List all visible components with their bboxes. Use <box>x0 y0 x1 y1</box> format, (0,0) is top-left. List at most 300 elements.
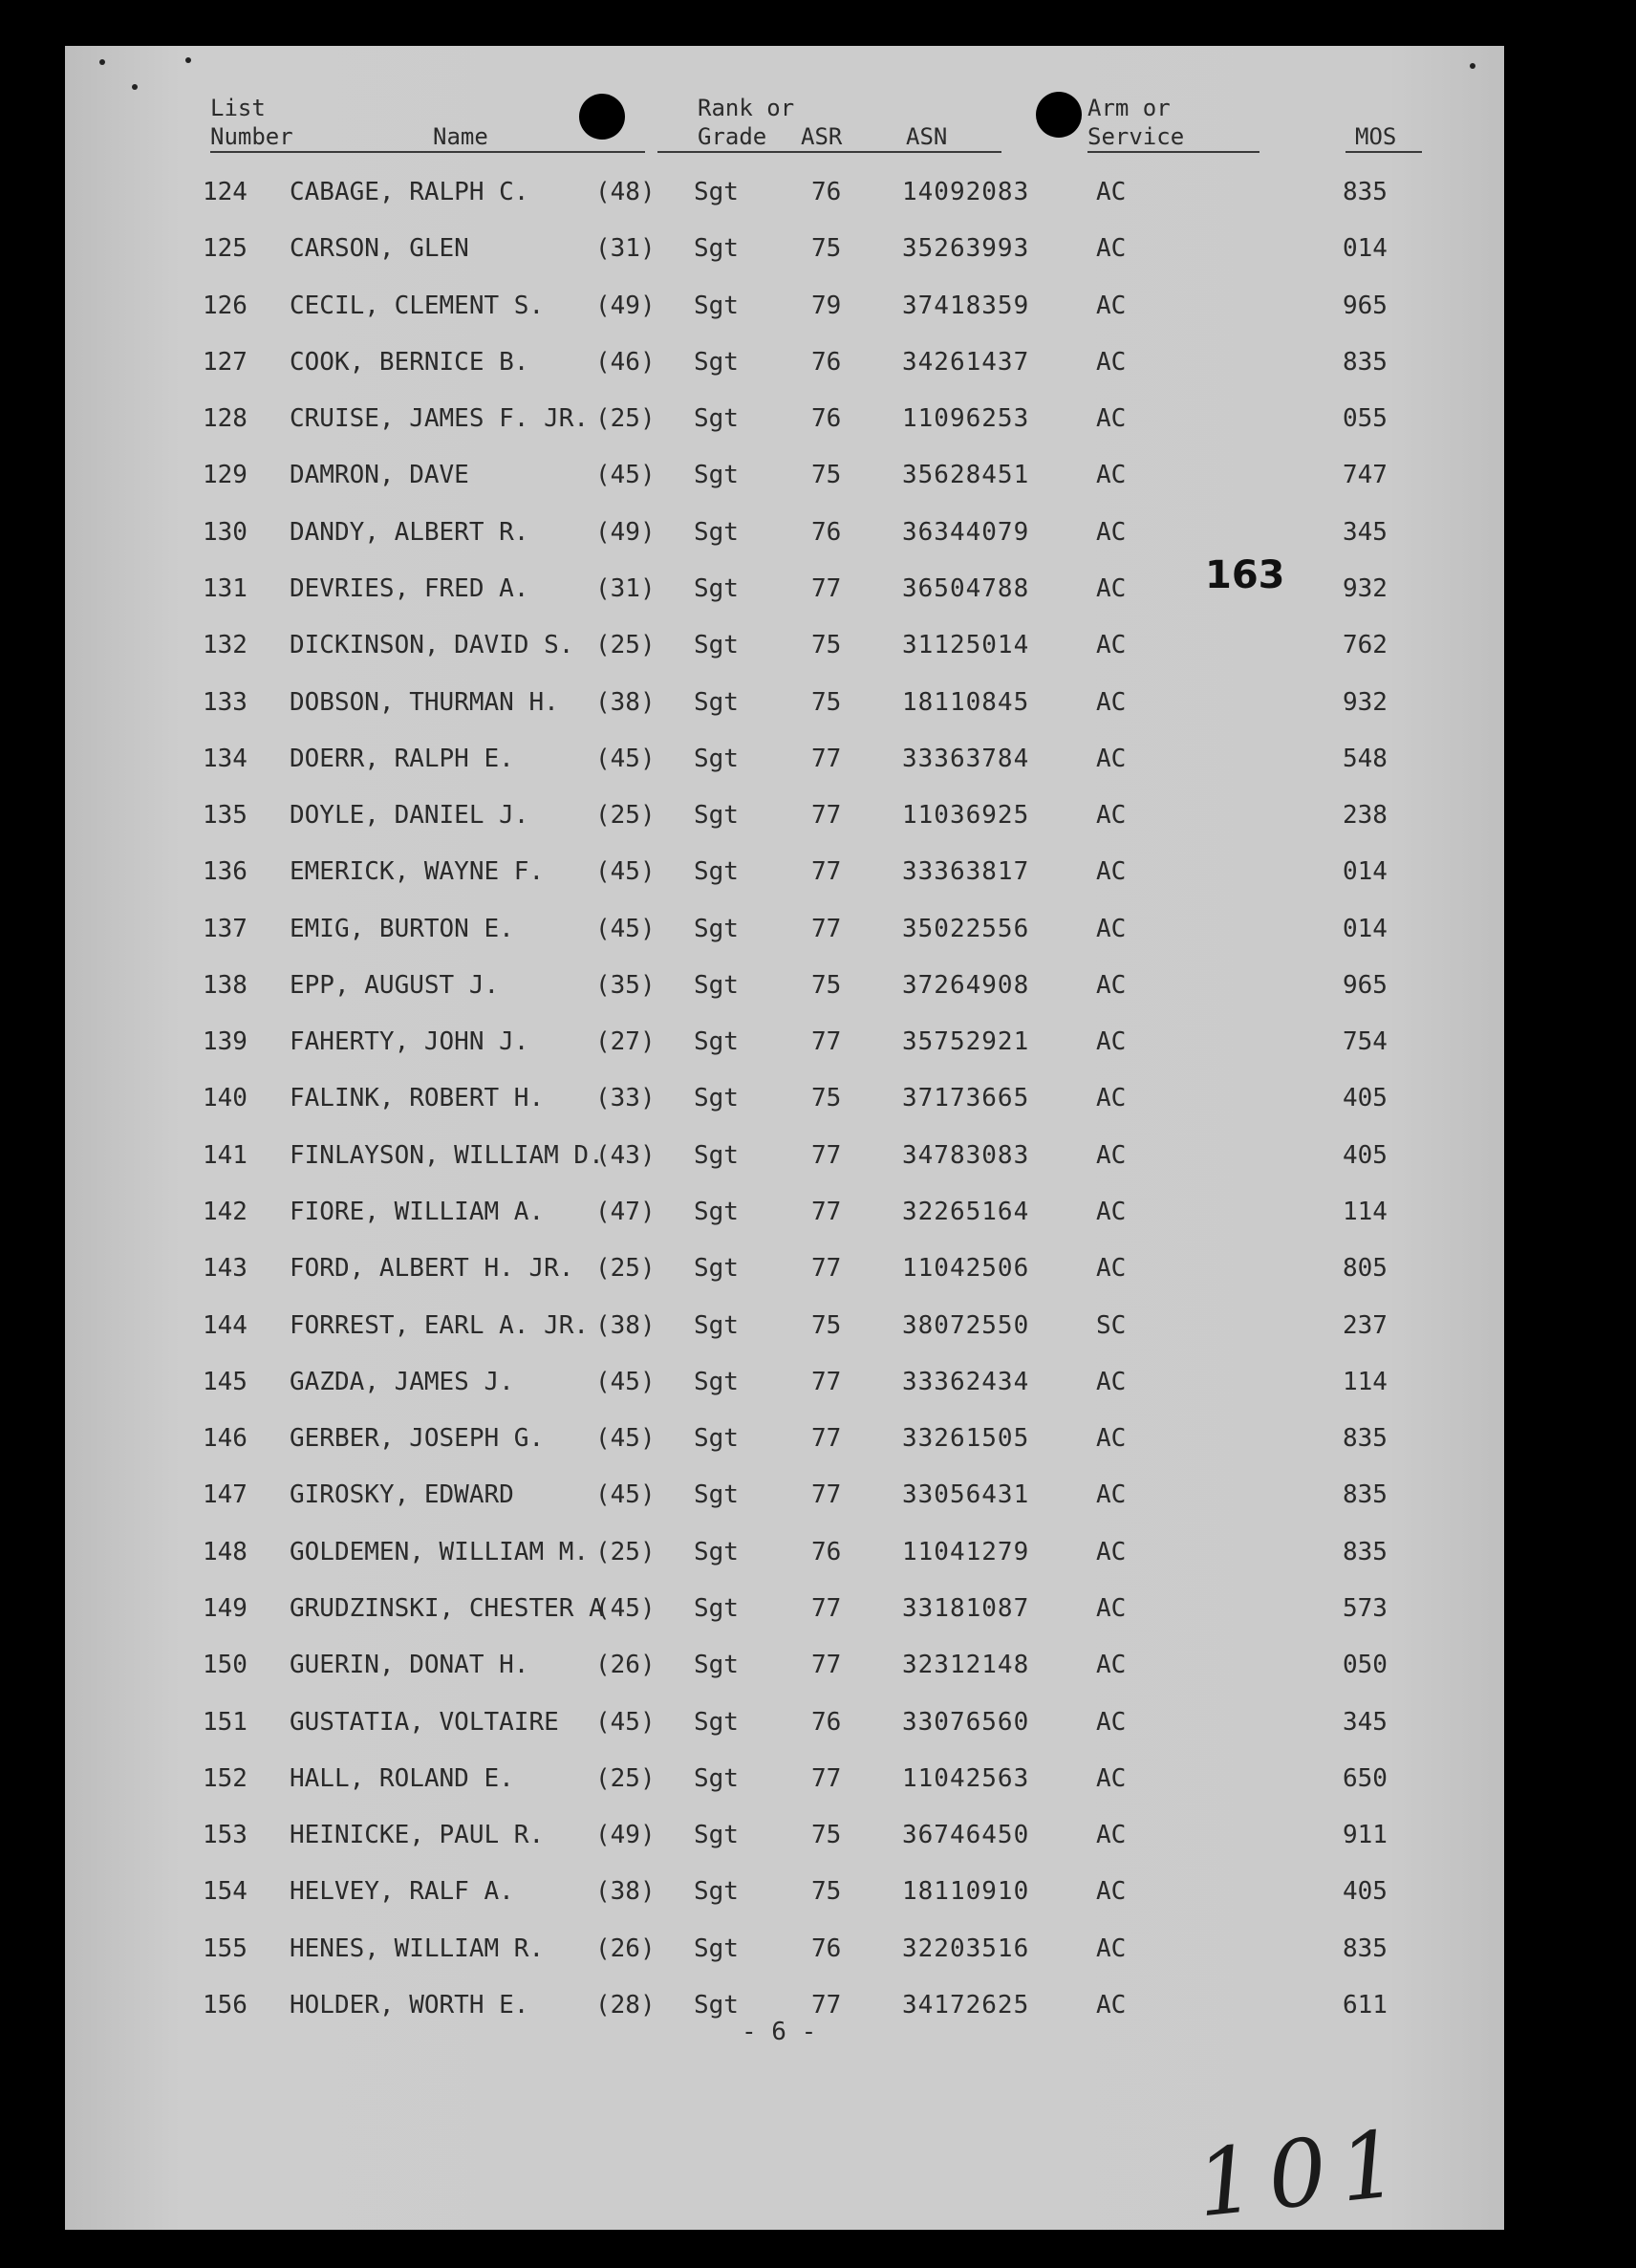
cell-age: (25) <box>595 404 656 434</box>
cell-num: 144 <box>203 1310 248 1340</box>
cell-mos: 014 <box>1343 914 1388 943</box>
cell-name: DOERR, RALPH E. <box>290 744 514 773</box>
cell-asr: 75 <box>811 234 842 264</box>
cell-rank: Sgt <box>694 1933 739 1963</box>
cell-arm: AC <box>1096 1254 1127 1284</box>
cell-rank: Sgt <box>694 970 739 1000</box>
table-row <box>65 958 1504 1013</box>
cell-arm: SC <box>1096 1310 1127 1340</box>
cell-asn: 11036925 <box>902 801 1030 831</box>
cell-age: (35) <box>595 970 656 1000</box>
cell-num: 153 <box>203 1821 248 1850</box>
cell-asn: 35628451 <box>902 461 1030 490</box>
cell-asr: 77 <box>811 1594 842 1623</box>
cell-age: (45) <box>595 1367 656 1396</box>
cell-num: 156 <box>203 1990 248 2020</box>
cell-asr: 76 <box>811 1933 842 1963</box>
table-row <box>65 1921 1504 1976</box>
table-row <box>65 1184 1504 1240</box>
cell-arm: AC <box>1096 1594 1127 1623</box>
cell-name: GUSTATIA, VOLTAIRE <box>290 1707 559 1737</box>
speck <box>185 57 191 63</box>
cell-num: 147 <box>203 1480 248 1510</box>
cell-mos: 965 <box>1343 970 1388 1000</box>
cell-age: (38) <box>595 687 656 717</box>
cell-num: 129 <box>203 461 248 490</box>
cell-mos: 405 <box>1343 1877 1388 1907</box>
table-row <box>65 1467 1504 1523</box>
cell-asr: 76 <box>811 1707 842 1737</box>
cell-mos: 911 <box>1343 1821 1388 1850</box>
table-row <box>65 1411 1504 1466</box>
cell-mos: 050 <box>1343 1651 1388 1680</box>
cell-asn: 11042506 <box>902 1254 1030 1284</box>
cell-name: FORREST, EARL A. JR. <box>290 1310 590 1340</box>
cell-asr: 76 <box>811 178 842 206</box>
cell-age: (47) <box>595 1198 656 1227</box>
cell-arm: AC <box>1096 801 1127 831</box>
table-row <box>65 1241 1504 1296</box>
header-underline <box>657 151 1001 153</box>
cell-age: (48) <box>595 178 656 206</box>
cell-asn: 33363784 <box>902 744 1030 773</box>
cell-arm: AC <box>1096 744 1127 773</box>
cell-asn: 35752921 <box>902 1027 1030 1057</box>
cell-rank: Sgt <box>694 461 739 490</box>
cell-rank: Sgt <box>694 1367 739 1396</box>
cell-mos: 611 <box>1343 1990 1388 2020</box>
header-underline <box>210 151 645 153</box>
cell-num: 149 <box>203 1594 248 1623</box>
header-list-number: List Number <box>210 95 293 150</box>
cell-mos: 835 <box>1343 1537 1388 1566</box>
cell-arm: AC <box>1096 1877 1127 1907</box>
cell-asn: 34261437 <box>902 347 1030 377</box>
cell-mos: 014 <box>1343 234 1388 264</box>
cell-num: 132 <box>203 631 248 660</box>
cell-asn: 36344079 <box>902 517 1030 547</box>
cell-asr: 77 <box>811 1763 842 1793</box>
cell-asr: 77 <box>811 1140 842 1170</box>
cell-asn: 34783083 <box>902 1140 1030 1170</box>
cell-num: 145 <box>203 1367 248 1396</box>
cell-age: (25) <box>595 1763 656 1793</box>
cell-arm: AC <box>1096 1933 1127 1963</box>
cell-arm: AC <box>1096 404 1127 434</box>
handwritten-note: 101 <box>1191 2108 1417 2238</box>
cell-asr: 77 <box>811 573 842 603</box>
cell-asn: 18110910 <box>902 1877 1030 1907</box>
cell-age: (46) <box>595 347 656 377</box>
cell-name: GIROSKY, EDWARD <box>290 1480 514 1510</box>
cell-num: 135 <box>203 801 248 831</box>
cell-age: (45) <box>595 1594 656 1623</box>
cell-num: 148 <box>203 1537 248 1566</box>
cell-age: (28) <box>595 1990 656 2020</box>
cell-name: FINLAYSON, WILLIAM D. <box>290 1140 604 1170</box>
cell-asr: 77 <box>811 1027 842 1057</box>
cell-num: 146 <box>203 1424 248 1454</box>
cell-mos: 548 <box>1343 744 1388 773</box>
cell-mos: 805 <box>1343 1254 1388 1284</box>
cell-num: 137 <box>203 914 248 943</box>
cell-asn: 32312148 <box>902 1651 1030 1680</box>
cell-asr: 75 <box>811 970 842 1000</box>
cell-asn: 36504788 <box>902 573 1030 603</box>
cell-asn: 35022556 <box>902 914 1030 943</box>
cell-asn: 33261505 <box>902 1424 1030 1454</box>
cell-age: (45) <box>595 1424 656 1454</box>
cell-mos: 747 <box>1343 461 1388 490</box>
cell-rank: Sgt <box>694 1537 739 1566</box>
cell-num: 133 <box>203 687 248 717</box>
cell-arm: AC <box>1096 347 1127 377</box>
header-underline <box>1087 151 1259 153</box>
cell-arm: AC <box>1096 1027 1127 1057</box>
cell-name: FIORE, WILLIAM A. <box>290 1198 545 1227</box>
table-row <box>65 1128 1504 1183</box>
cell-asr: 79 <box>811 291 842 320</box>
cell-rank: Sgt <box>694 631 739 660</box>
cell-rank: Sgt <box>694 1140 739 1170</box>
speck <box>132 84 138 90</box>
cell-mos: 345 <box>1343 517 1388 547</box>
cell-asr: 76 <box>811 1537 842 1566</box>
cell-num: 155 <box>203 1933 248 1963</box>
cell-asr: 77 <box>811 1367 842 1396</box>
cell-num: 136 <box>203 857 248 887</box>
table-row <box>65 561 1504 616</box>
cell-age: (45) <box>595 1480 656 1510</box>
cell-age: (49) <box>595 1821 656 1850</box>
cell-arm: AC <box>1096 291 1127 320</box>
table-row <box>65 844 1504 899</box>
cell-name: CECIL, CLEMENT S. <box>290 291 545 320</box>
cell-asr: 76 <box>811 347 842 377</box>
cell-mos: 014 <box>1343 857 1388 887</box>
table-row <box>65 278 1504 334</box>
cell-name: DICKINSON, DAVID S. <box>290 631 574 660</box>
table-row <box>65 1354 1504 1410</box>
cell-mos: 405 <box>1343 1140 1388 1170</box>
cell-arm: AC <box>1096 1198 1127 1227</box>
cell-mos: 650 <box>1343 1763 1388 1793</box>
cell-rank: Sgt <box>694 1198 739 1227</box>
cell-arm: AC <box>1096 178 1127 206</box>
table-row <box>65 447 1504 503</box>
cell-num: 138 <box>203 970 248 1000</box>
cell-name: CRUISE, JAMES F. JR. <box>290 404 590 434</box>
cell-num: 134 <box>203 744 248 773</box>
table-row <box>65 731 1504 787</box>
cell-asn: 37418359 <box>902 291 1030 320</box>
cell-name: EMIG, BURTON E. <box>290 914 514 943</box>
cell-rank: Sgt <box>694 687 739 717</box>
cell-rank: Sgt <box>694 291 739 320</box>
punch-hole-right <box>1036 92 1082 138</box>
cell-asr: 75 <box>811 1877 842 1907</box>
cell-mos: 835 <box>1343 1933 1388 1963</box>
table-row <box>65 1070 1504 1126</box>
cell-rank: Sgt <box>694 178 739 206</box>
cell-num: 139 <box>203 1027 248 1057</box>
cell-name: FALINK, ROBERT H. <box>290 1084 545 1113</box>
cell-age: (31) <box>595 234 656 264</box>
cell-asr: 77 <box>811 1198 842 1227</box>
cell-arm: AC <box>1096 573 1127 603</box>
cell-arm: AC <box>1096 234 1127 264</box>
cell-rank: Sgt <box>694 1877 739 1907</box>
cell-age: (45) <box>595 914 656 943</box>
cell-rank: Sgt <box>694 1254 739 1284</box>
cell-mos: 055 <box>1343 404 1388 434</box>
cell-rank: Sgt <box>694 404 739 434</box>
table-row <box>65 1864 1504 1919</box>
cell-asn: 11042563 <box>902 1763 1030 1793</box>
table-row <box>65 335 1504 390</box>
cell-age: (49) <box>595 291 656 320</box>
cell-mos: 932 <box>1343 573 1388 603</box>
cell-mos: 238 <box>1343 801 1388 831</box>
cell-rank: Sgt <box>694 347 739 377</box>
cell-asr: 77 <box>811 1990 842 2020</box>
cell-asr: 75 <box>811 687 842 717</box>
cell-num: 131 <box>203 573 248 603</box>
table-row <box>65 1581 1504 1636</box>
cell-age: (45) <box>595 857 656 887</box>
table-row <box>65 1524 1504 1580</box>
cell-arm: AC <box>1096 1084 1127 1113</box>
cell-asr: 75 <box>811 1084 842 1113</box>
cell-num: 151 <box>203 1707 248 1737</box>
table-row <box>65 1695 1504 1750</box>
cell-rank: Sgt <box>694 1990 739 2020</box>
cell-arm: AC <box>1096 461 1127 490</box>
cell-name: EMERICK, WAYNE F. <box>290 857 545 887</box>
cell-asr: 75 <box>811 1310 842 1340</box>
cell-name: HALL, ROLAND E. <box>290 1763 514 1793</box>
table-row <box>65 675 1504 730</box>
cell-name: DEVRIES, FRED A. <box>290 573 529 603</box>
cell-arm: AC <box>1096 1140 1127 1170</box>
cell-arm: AC <box>1096 914 1127 943</box>
cell-mos: 345 <box>1343 1707 1388 1737</box>
cell-asn: 34172625 <box>902 1990 1030 2020</box>
cell-age: (45) <box>595 1707 656 1737</box>
cell-mos: 573 <box>1343 1594 1388 1623</box>
table-row <box>65 391 1504 446</box>
cell-age: (25) <box>595 801 656 831</box>
table-row <box>65 221 1504 276</box>
cell-arm: AC <box>1096 1821 1127 1850</box>
table-row <box>65 164 1504 220</box>
cell-age: (45) <box>595 461 656 490</box>
cell-asn: 11096253 <box>902 404 1030 434</box>
cell-name: FORD, ALBERT H. JR. <box>290 1254 574 1284</box>
cell-num: 143 <box>203 1254 248 1284</box>
cell-arm: AC <box>1096 631 1127 660</box>
cell-arm: AC <box>1096 687 1127 717</box>
page-number: - 6 - <box>742 2018 817 2046</box>
cell-num: 125 <box>203 234 248 264</box>
cell-age: (31) <box>595 573 656 603</box>
cell-mos: 237 <box>1343 1310 1388 1340</box>
cell-mos: 762 <box>1343 631 1388 660</box>
cell-name: GOLDEMEN, WILLIAM M. <box>290 1537 590 1566</box>
table-row <box>65 1298 1504 1353</box>
header-underline <box>1345 151 1422 153</box>
cell-arm: AC <box>1096 1763 1127 1793</box>
cell-asr: 75 <box>811 631 842 660</box>
cell-asr: 77 <box>811 914 842 943</box>
cell-name: CABAGE, RALPH C. <box>290 178 529 206</box>
header-asr: ASR <box>801 123 843 150</box>
cell-asr: 76 <box>811 404 842 434</box>
header-asn: ASN <box>906 123 948 150</box>
cell-rank: Sgt <box>694 1084 739 1113</box>
cell-asr: 75 <box>811 461 842 490</box>
cell-age: (25) <box>595 1537 656 1566</box>
speck <box>1470 63 1475 69</box>
cell-age: (25) <box>595 1254 656 1284</box>
cell-num: 127 <box>203 347 248 377</box>
cell-asn: 37264908 <box>902 970 1030 1000</box>
cell-mos: 405 <box>1343 1084 1388 1113</box>
cell-num: 142 <box>203 1198 248 1227</box>
cell-rank: Sgt <box>694 1027 739 1057</box>
cell-arm: AC <box>1096 1480 1127 1510</box>
cell-name: HENES, WILLIAM R. <box>290 1933 545 1963</box>
cell-arm: AC <box>1096 1707 1127 1737</box>
table-row <box>65 1751 1504 1806</box>
cell-name: COOK, BERNICE B. <box>290 347 529 377</box>
cell-num: 141 <box>203 1140 248 1170</box>
cell-asr: 77 <box>811 857 842 887</box>
speck <box>99 59 105 65</box>
cell-age: (26) <box>595 1933 656 1963</box>
cell-rank: Sgt <box>694 1424 739 1454</box>
cell-age: (33) <box>595 1084 656 1113</box>
cell-name: DOBSON, THURMAN H. <box>290 687 559 717</box>
cell-asr: 77 <box>811 1651 842 1680</box>
cell-age: (49) <box>595 517 656 547</box>
cell-rank: Sgt <box>694 1594 739 1623</box>
cell-asr: 77 <box>811 1424 842 1454</box>
cell-age: (25) <box>595 631 656 660</box>
cell-rank: Sgt <box>694 573 739 603</box>
cell-rank: Sgt <box>694 744 739 773</box>
cell-asn: 33362434 <box>902 1367 1030 1396</box>
cell-asr: 77 <box>811 801 842 831</box>
document-page <box>65 46 1504 2238</box>
cell-asr: 77 <box>811 1254 842 1284</box>
cell-asn: 18110845 <box>902 687 1030 717</box>
cell-age: (43) <box>595 1140 656 1170</box>
header-rank-grade: Rank or Grade <box>698 95 795 150</box>
cell-name: GERBER, JOSEPH G. <box>290 1424 545 1454</box>
cell-num: 150 <box>203 1651 248 1680</box>
header-name: Name <box>433 123 488 150</box>
cell-rank: Sgt <box>694 801 739 831</box>
cell-name: HEINICKE, PAUL R. <box>290 1821 545 1850</box>
cell-num: 128 <box>203 404 248 434</box>
cell-asn: 33076560 <box>902 1707 1030 1737</box>
cell-num: 130 <box>203 517 248 547</box>
cell-arm: AC <box>1096 1424 1127 1454</box>
table-row <box>65 1807 1504 1863</box>
cell-asn: 11041279 <box>902 1537 1030 1566</box>
cell-rank: Sgt <box>694 1310 739 1340</box>
cell-age: (26) <box>595 1651 656 1680</box>
table-row <box>65 1637 1504 1693</box>
cell-rank: Sgt <box>694 517 739 547</box>
cell-num: 154 <box>203 1877 248 1907</box>
cell-mos: 114 <box>1343 1367 1388 1396</box>
cell-asn: 32203516 <box>902 1933 1030 1963</box>
cell-mos: 754 <box>1343 1027 1388 1057</box>
cell-asn: 32265164 <box>902 1198 1030 1227</box>
cell-name: CARSON, GLEN <box>290 234 469 264</box>
cell-rank: Sgt <box>694 1707 739 1737</box>
cell-name: HOLDER, WORTH E. <box>290 1990 529 2020</box>
cell-arm: AC <box>1096 857 1127 887</box>
stamped-number: 163 <box>1205 553 1285 597</box>
table-row <box>65 1014 1504 1069</box>
cell-num: 152 <box>203 1763 248 1793</box>
cell-arm: AC <box>1096 1990 1127 2020</box>
cell-asn: 38072550 <box>902 1310 1030 1340</box>
cell-mos: 835 <box>1343 1424 1388 1454</box>
cell-arm: AC <box>1096 1651 1127 1680</box>
cell-age: (45) <box>595 744 656 773</box>
header-mos: MOS <box>1355 123 1397 150</box>
cell-asn: 37173665 <box>902 1084 1030 1113</box>
cell-name: FAHERTY, JOHN J. <box>290 1027 529 1057</box>
cell-name: GUERIN, DONAT H. <box>290 1651 529 1680</box>
cell-rank: Sgt <box>694 234 739 264</box>
cell-arm: AC <box>1096 1537 1127 1566</box>
cell-num: 140 <box>203 1084 248 1113</box>
cell-rank: Sgt <box>694 1763 739 1793</box>
cell-name: DAMRON, DAVE <box>290 461 469 490</box>
punch-hole-left <box>579 94 625 140</box>
header-arm-service: Arm or Service <box>1087 95 1185 150</box>
cell-asr: 77 <box>811 744 842 773</box>
table-row <box>65 901 1504 957</box>
cell-mos: 114 <box>1343 1198 1388 1227</box>
cell-name: EPP, AUGUST J. <box>290 970 500 1000</box>
cell-age: (38) <box>595 1877 656 1907</box>
table-row <box>65 505 1504 560</box>
cell-rank: Sgt <box>694 1480 739 1510</box>
cell-mos: 835 <box>1343 178 1388 206</box>
cell-age: (38) <box>595 1310 656 1340</box>
cell-name: GRUDZINSKI, CHESTER A <box>290 1594 604 1623</box>
cell-arm: AC <box>1096 517 1127 547</box>
cell-num: 124 <box>203 178 248 206</box>
cell-rank: Sgt <box>694 1651 739 1680</box>
cell-asr: 76 <box>811 517 842 547</box>
cell-mos: 932 <box>1343 687 1388 717</box>
cell-asr: 77 <box>811 1480 842 1510</box>
cell-name: DOYLE, DANIEL J. <box>290 801 529 831</box>
cell-asn: 35263993 <box>902 234 1030 264</box>
cell-age: (27) <box>595 1027 656 1057</box>
cell-name: HELVEY, RALF A. <box>290 1877 514 1907</box>
cell-rank: Sgt <box>694 857 739 887</box>
cell-mos: 835 <box>1343 1480 1388 1510</box>
cell-arm: AC <box>1096 1367 1127 1396</box>
